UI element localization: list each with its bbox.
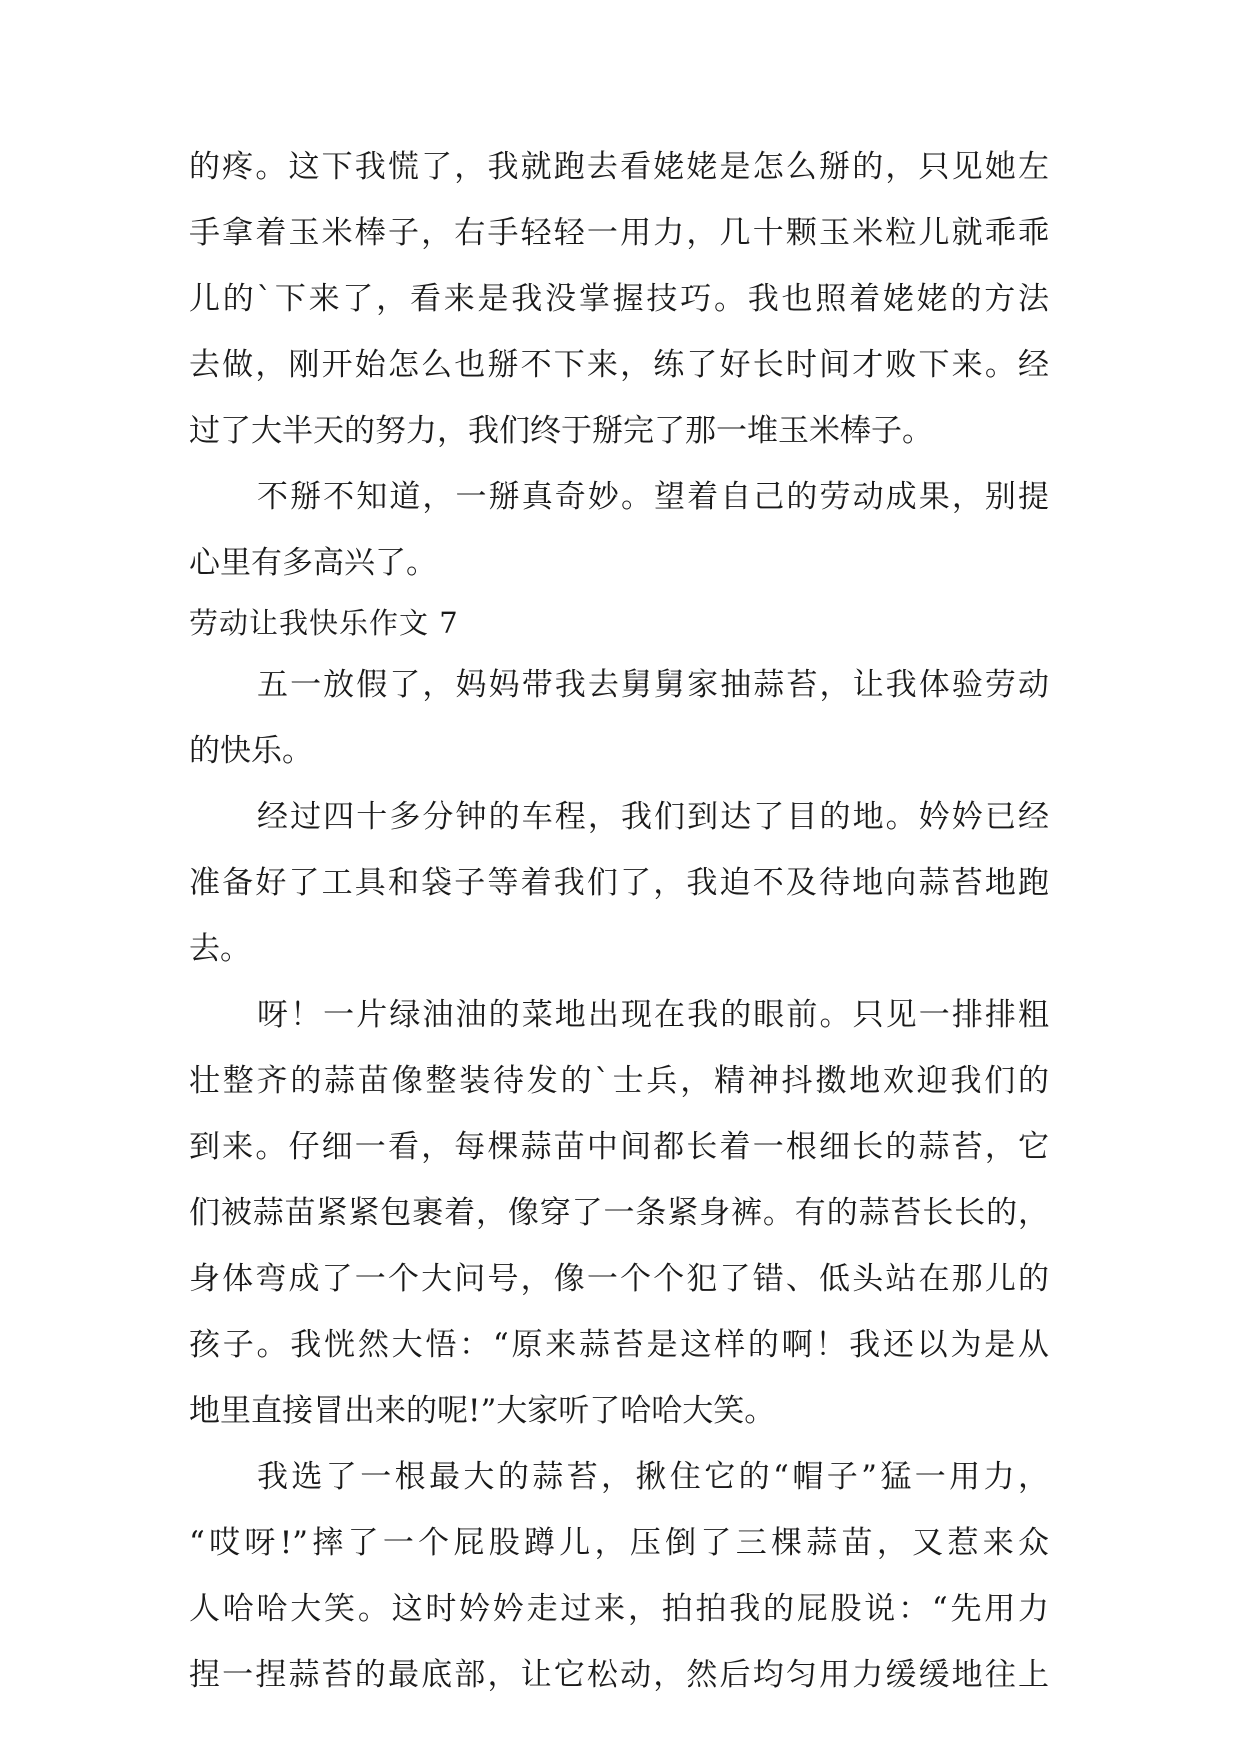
text-line: 们被蒜苗紧紧包裹着，像穿了一条紧身裤。有的蒜苔长长的， — [189, 1195, 1049, 1231]
text-line: 壮整齐的蒜苗像整装待发的`士兵，精神抖擞地欢迎我们的 — [189, 1063, 1049, 1099]
text-line: 孩子。我恍然大悟：“原来蒜苔是这样的啊！我还以为是从 — [189, 1327, 1049, 1363]
paragraph-first-line: 经过四十多分钟的车程，我们到达了目的地。妗妗已经 — [257, 799, 1049, 835]
text-line: 准备好了工具和袋子等着我们了，我迫不及待地向蒜苔地跑 — [189, 865, 1049, 901]
text-line: 捏一捏蒜苔的最底部，让它松动，然后均匀用力缓缓地往上 — [189, 1657, 1049, 1693]
paragraph-first-line: 呀！一片绿油油的菜地出现在我的眼前。只见一排排粗 — [257, 997, 1049, 1033]
text-line: 过了大半天的努力，我们终于掰完了那一堆玉米棒子。 — [189, 413, 933, 449]
text-line: 人哈哈大笑。这时妗妗走过来，拍拍我的屁股说：“先用力 — [189, 1591, 1049, 1627]
text-line: 身体弯成了一个大问号，像一个个犯了错、低头站在那儿的 — [189, 1261, 1049, 1297]
paragraph-first-line: 五一放假了，妈妈带我去舅舅家抽蒜苔，让我体验劳动 — [257, 667, 1049, 703]
paragraph-first-line: 不掰不知道，一掰真奇妙。望着自己的劳动成果，别提 — [257, 479, 1049, 515]
text-line: 手拿着玉米棒子，右手轻轻一用力，几十颗玉米粒儿就乖乖 — [189, 215, 1049, 251]
text-line: 的快乐。 — [189, 733, 313, 769]
text-line: 的疼。这下我慌了，我就跑去看姥姥是怎么掰的，只见她左 — [189, 149, 1049, 185]
paragraph-first-line: 我选了一根最大的蒜苔，揪住它的“帽子”猛一用力， — [257, 1459, 1049, 1495]
text-line: 到来。仔细一看，每棵蒜苗中间都长着一根细长的蒜苔，它 — [189, 1129, 1049, 1165]
text-line: 儿的`下来了，看来是我没掌握技巧。我也照着姥姥的方法 — [189, 281, 1049, 317]
text-line: 去。 — [189, 931, 251, 967]
essay-heading: 劳动让我快乐作文 7 — [189, 606, 459, 640]
text-line: 心里有多高兴了。 — [189, 545, 437, 581]
text-line: 去做，刚开始怎么也掰不下来，练了好长时间才败下来。经 — [189, 347, 1049, 383]
text-line: “哎呀!”摔了一个屁股蹲儿，压倒了三棵蒜苗，又惹来众 — [189, 1525, 1049, 1561]
text-line: 地里直接冒出来的呢!”大家听了哈哈大笑。 — [189, 1393, 776, 1429]
